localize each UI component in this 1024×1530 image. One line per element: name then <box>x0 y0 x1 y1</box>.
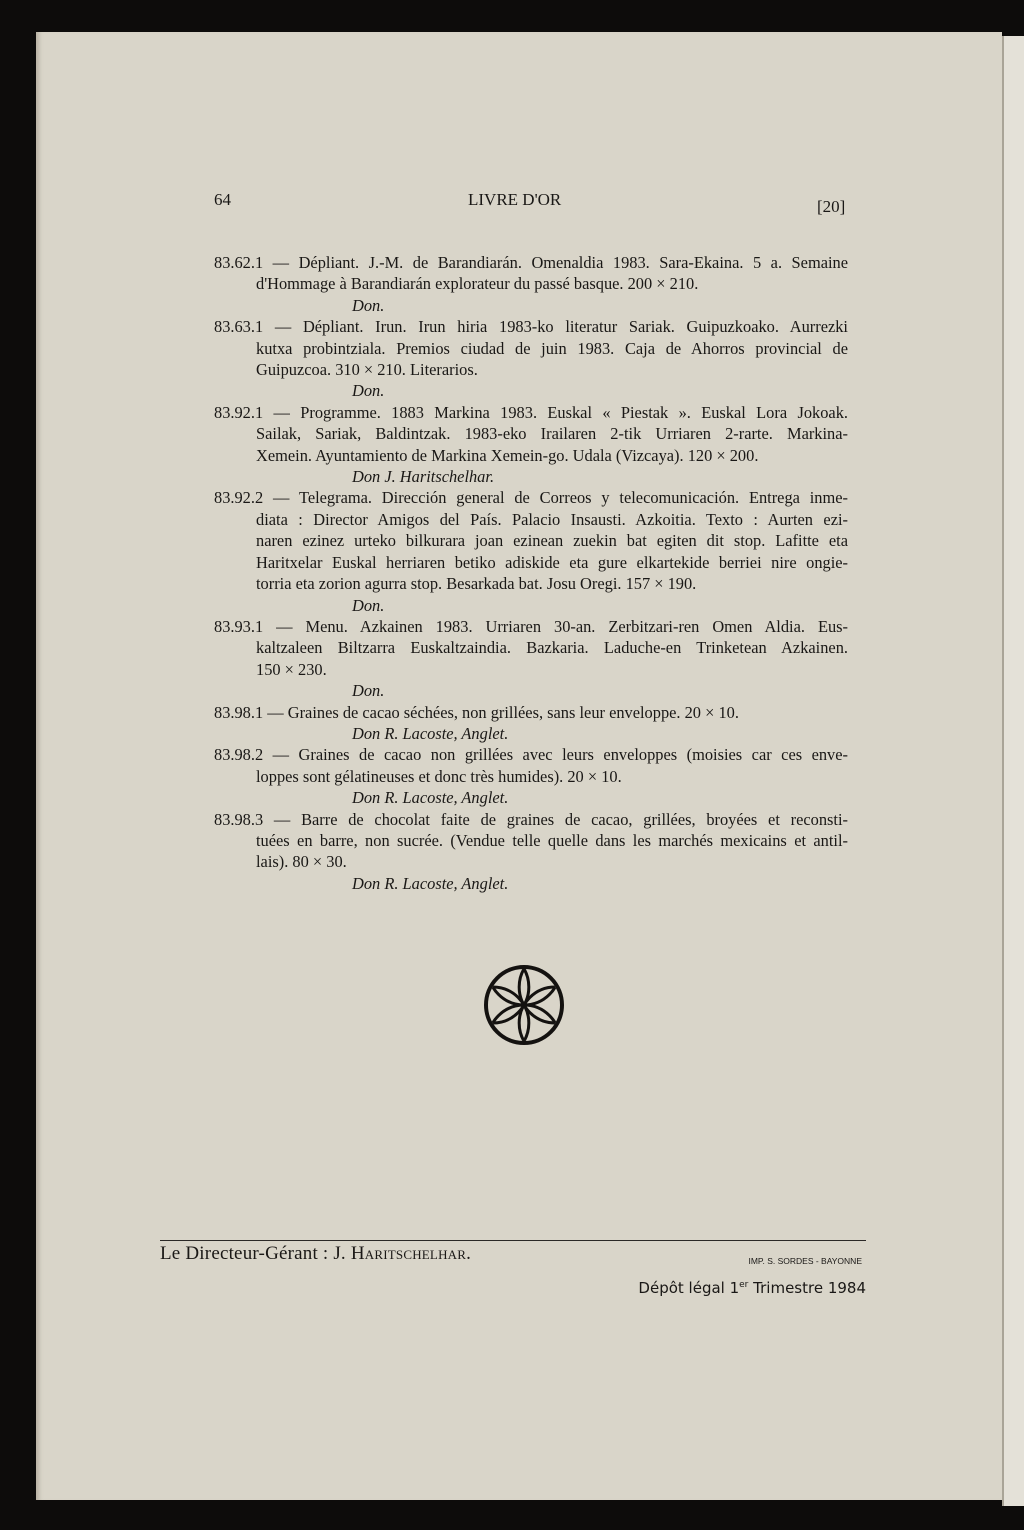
catalog-entry <box>214 252 848 316</box>
next-page-edge <box>1002 36 1024 1506</box>
bracket-page-number: [20] <box>817 197 846 216</box>
entry-line: kaltzaleen Biltzarra Euskaltzaindia. Bazkaria. Laduche-en Trinketean Azkainen. <box>256 638 848 658</box>
entry-donor: Don. <box>352 595 385 615</box>
entry-line: lais). 80 × 30. <box>256 852 347 872</box>
depot-prefix: Dépôt légal 1 <box>638 1279 740 1297</box>
entry-donor: Don. <box>352 681 385 701</box>
catalog-entry <box>214 487 848 615</box>
entry-line: 83.93.1 — Menu. Azkainen 1983. Urriaren 30-an. Zerbitzari-ren Omen Aldia. Eus- <box>214 616 848 636</box>
legal-deposit <box>638 1279 866 1297</box>
entry-line: 83.98.2 — Graines de cacao non grillées avec leurs enveloppes (moisies car ces enve- <box>214 745 848 765</box>
entry-line: 83.98.3 — Barre de chocolat faite de graines de cacao, grillées, broyées et reconsti- <box>214 809 848 829</box>
entry-line: 83.98.1 — Graines de cacao séchées, non grillées, sans leur enveloppe. 20 × 10. <box>214 702 739 722</box>
entry-line: torria eta zorion agurra stop. Besarkada bat. Josu Oregi. 157 × 190. <box>256 574 697 594</box>
entry-line: loppes sont gélatineuses et donc très humides). 20 × 10. <box>256 766 622 786</box>
entry-donor: Don R. Lacoste, Anglet. <box>352 873 509 893</box>
catalog-entry <box>214 744 848 808</box>
entry-line: kutxa probintziala. Premios ciudad de juin 1983. Caja de Ahorros provincial de <box>256 338 848 358</box>
catalog-entry <box>214 316 848 402</box>
entry-line: d'Hommage à Barandiarán explorateur du passé basque. 200 × 210. <box>256 274 699 294</box>
entry-line: 83.63.1 — Dépliant. Irun. Irun hiria 1983-ko literatur Sariak. Guipuzkoako. Aurrezki <box>214 317 848 337</box>
catalog-entry <box>214 809 848 895</box>
entry-line: diata : Director Amigos del País. Palacio Insausti. Azkoitia. Texto : Aurten ezi- <box>256 509 848 529</box>
director-line <box>160 1243 471 1265</box>
entry-line: 83.92.1 — Programme. 1883 Markina 1983. Euskal « Piestak ». Euskal Lora Jokoak. <box>214 402 848 422</box>
entry-line: Sailak, Sariak, Baldintzak. 1983-eko Irailaren 2-tik Urriaren 2-rarte. Markina- <box>256 424 848 444</box>
entry-line: 83.92.2 — Telegrama. Dirección general de Correos y telecomunicación. Entrega inme- <box>214 488 848 508</box>
director-name: Haritschelhar. <box>350 1243 472 1264</box>
catalog-entry <box>214 702 848 745</box>
catalog-entry <box>214 402 848 488</box>
entry-donor: Don R. Lacoste, Anglet. <box>352 788 509 808</box>
entry-donor: Don R. Lacoste, Anglet. <box>352 723 509 743</box>
entry-line: naren ezinez urteko bilkurara joan ezinean zuekin bat egiten dit stop. Lafitte eta <box>256 531 848 551</box>
entry-donor: Don J. Haritschelhar. <box>352 467 495 487</box>
depot-sup: er <box>739 1280 749 1290</box>
entry-line: 150 × 230. <box>256 659 327 679</box>
entry-donor: Don. <box>352 295 385 315</box>
running-title: LIVRE D'OR <box>468 190 562 209</box>
printer-imprint: IMP. S. SORDES - BAYONNE <box>748 1256 862 1266</box>
director-label: Le Directeur-Gérant : J. <box>160 1243 351 1264</box>
entry-line: 83.62.1 — Dépliant. J.-M. de Barandiarán. Omenaldia 1983. Sara-Ekaina. 5 a. Semaine <box>214 253 848 272</box>
basque-rosette-icon <box>482 963 566 1047</box>
entry-line: Xemein. Ayuntamiento de Markina Xemein-go. Udala (Vizcaya). 120 × 200. <box>256 445 759 465</box>
entry-donor: Don. <box>352 381 385 401</box>
page-number: 64 <box>214 190 231 209</box>
footer-rule <box>160 1240 866 1241</box>
catalog-entries <box>214 252 848 894</box>
depot-suffix: Trimestre 1984 <box>748 1279 866 1297</box>
catalog-entry <box>214 616 848 702</box>
entry-line: Guipuzcoa. 310 × 210. Literarios. <box>256 360 478 380</box>
entry-line: tuées en barre, non sucrée. (Vendue telle quelle dans les marchés mexicains et antil- <box>256 830 848 850</box>
entry-line: Haritxelar Euskal herriaren betiko adiskide eta gure elkartekide berriei nire ongie- <box>256 552 848 572</box>
